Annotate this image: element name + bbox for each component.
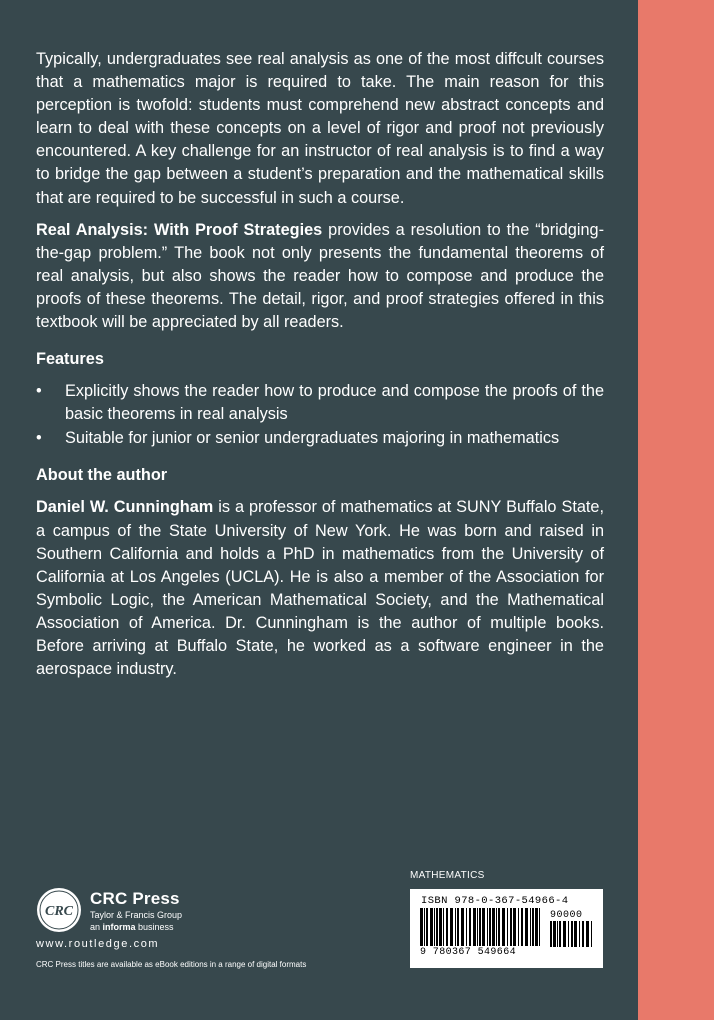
ean-barcode-bars [420, 908, 545, 948]
barcode-bar [424, 908, 425, 946]
barcode-bar [489, 908, 491, 946]
publisher-name: CRC Press [90, 889, 180, 908]
barcode-bar [539, 908, 540, 946]
barcode-bar [521, 908, 523, 946]
subject-category: MATHEMATICS [410, 870, 485, 881]
barcode-bar [461, 908, 464, 946]
barcode-bar [450, 908, 453, 946]
barcode-bar [568, 921, 569, 947]
features-heading: Features [36, 350, 104, 369]
barcode-bar [582, 921, 584, 947]
bullet-icon: • [36, 429, 42, 448]
barcode-bar [434, 908, 435, 946]
author-bio [36, 496, 604, 681]
feature-item [36, 380, 604, 426]
barcode-bar [439, 908, 442, 946]
barcode-bar [457, 908, 459, 946]
feature-text: Suitable for junior or senior undergraduates majoring in mathematics [65, 429, 560, 448]
business-brand: informa [102, 922, 136, 932]
barcode-bar [525, 908, 528, 946]
barcode-bar [430, 908, 433, 946]
barcode-bar [586, 921, 589, 947]
barcode-bar [455, 908, 456, 946]
features-list [36, 380, 604, 450]
price-code: 90000 [550, 910, 583, 921]
barcode-bar [518, 908, 519, 946]
barcode-bar [579, 921, 580, 947]
barcode-bar [553, 921, 556, 947]
crc-logo-icon [36, 887, 82, 933]
ean-digits: 9 780367 549664 [420, 947, 517, 958]
barcode-bar [532, 908, 534, 946]
barcode-bar [477, 908, 478, 946]
back-cover-text [36, 48, 604, 690]
barcode-bar [420, 908, 423, 946]
barcode-bar [513, 908, 516, 946]
isbn-barcode [410, 889, 603, 968]
author-bio-text: is a professor of mathematics at SUNY Buffalo State, a campus of the State University of New York. He was born and raised in Southern California and holds a PhD in mathematics from the University of California at Los Angeles (UCLA). He is also a member of the Association for Symbolic Logic, the American Mathematical Society, and the Mathematical Association of America. Dr. Cunningham is the author of multiple books. Before arriving at Buffalo State, he worked as a software engineer in the aerospace industry. [36, 498, 604, 679]
intro-paragraph: Typically, undergraduates see real analysis as one of the most diffcult courses that a mathematics major is required to take. The main reason for this perception is twofold: students must comprehend new abstract concepts and learn to deal with these concepts on a level of rigor and proof not previously encountered. A key challenge for an instructor of real analysis is to find a way to bridge the gap between a student’s preparation and the mathematical skills that are required to be successful in such a course. [36, 50, 604, 207]
barcode-bar [469, 908, 471, 946]
barcode-bar [487, 908, 488, 946]
crc-logo-text: CRC [44, 904, 74, 919]
barcode-bar [563, 921, 566, 947]
website-link[interactable]: www.routledge.com [36, 938, 160, 950]
addon-barcode-bars [550, 921, 596, 947]
accent-stripe [638, 0, 714, 1020]
author-heading: About the author [36, 466, 168, 485]
bullet-icon: • [36, 382, 42, 401]
barcode-bar [496, 908, 497, 946]
barcode-bar [482, 908, 485, 946]
barcode-bar [550, 921, 552, 947]
barcode-bar [446, 908, 448, 946]
barcode-bar [507, 908, 508, 946]
barcode-bar [591, 921, 592, 947]
ebook-note: CRC Press titles are available as eBook editions in a range of digital formats [36, 960, 307, 969]
book-title: Real Analysis: With Proof Strategies [36, 220, 323, 239]
barcode-bar [559, 921, 561, 947]
barcode-bar [426, 908, 428, 946]
isbn-label: ISBN 978-0-367-54966-4 [421, 895, 569, 907]
barcode-bar [557, 921, 558, 947]
barcode-bar [466, 908, 467, 946]
barcode-bar [510, 908, 512, 946]
barcode-bar [498, 908, 500, 946]
publisher-business [90, 922, 174, 932]
barcode-bar [473, 908, 476, 946]
barcode-bar [535, 908, 538, 946]
feature-text: Explicitly shows the reader how to produce and compose the proofs of the basic theorems in real analysis [65, 382, 604, 424]
barcode-bar [574, 921, 577, 947]
book-description-text: provides a resolution to the “bridging-the-gap problem.” The book not only presents the fundamental theorems of real analysis, but also shows the reader how to compose and produce the proofs of these theorems. The detail, rigor, and proof strategies offered in this textbook will be appreciated by all readers. [36, 220, 604, 332]
barcode-bar [571, 921, 573, 947]
barcode-bar [436, 908, 438, 946]
barcode-bar [502, 908, 505, 946]
publisher-group: Taylor & Francis Group [90, 910, 183, 920]
book-description [36, 219, 604, 334]
barcode-bar [443, 908, 444, 946]
author-name: Daniel W. Cunningham [36, 498, 214, 517]
business-suffix: business [135, 922, 174, 932]
barcode-bar [492, 908, 495, 946]
business-prefix: an [90, 922, 103, 932]
barcode-bar [530, 908, 531, 946]
barcode-bar [479, 908, 481, 946]
feature-item [36, 427, 604, 450]
